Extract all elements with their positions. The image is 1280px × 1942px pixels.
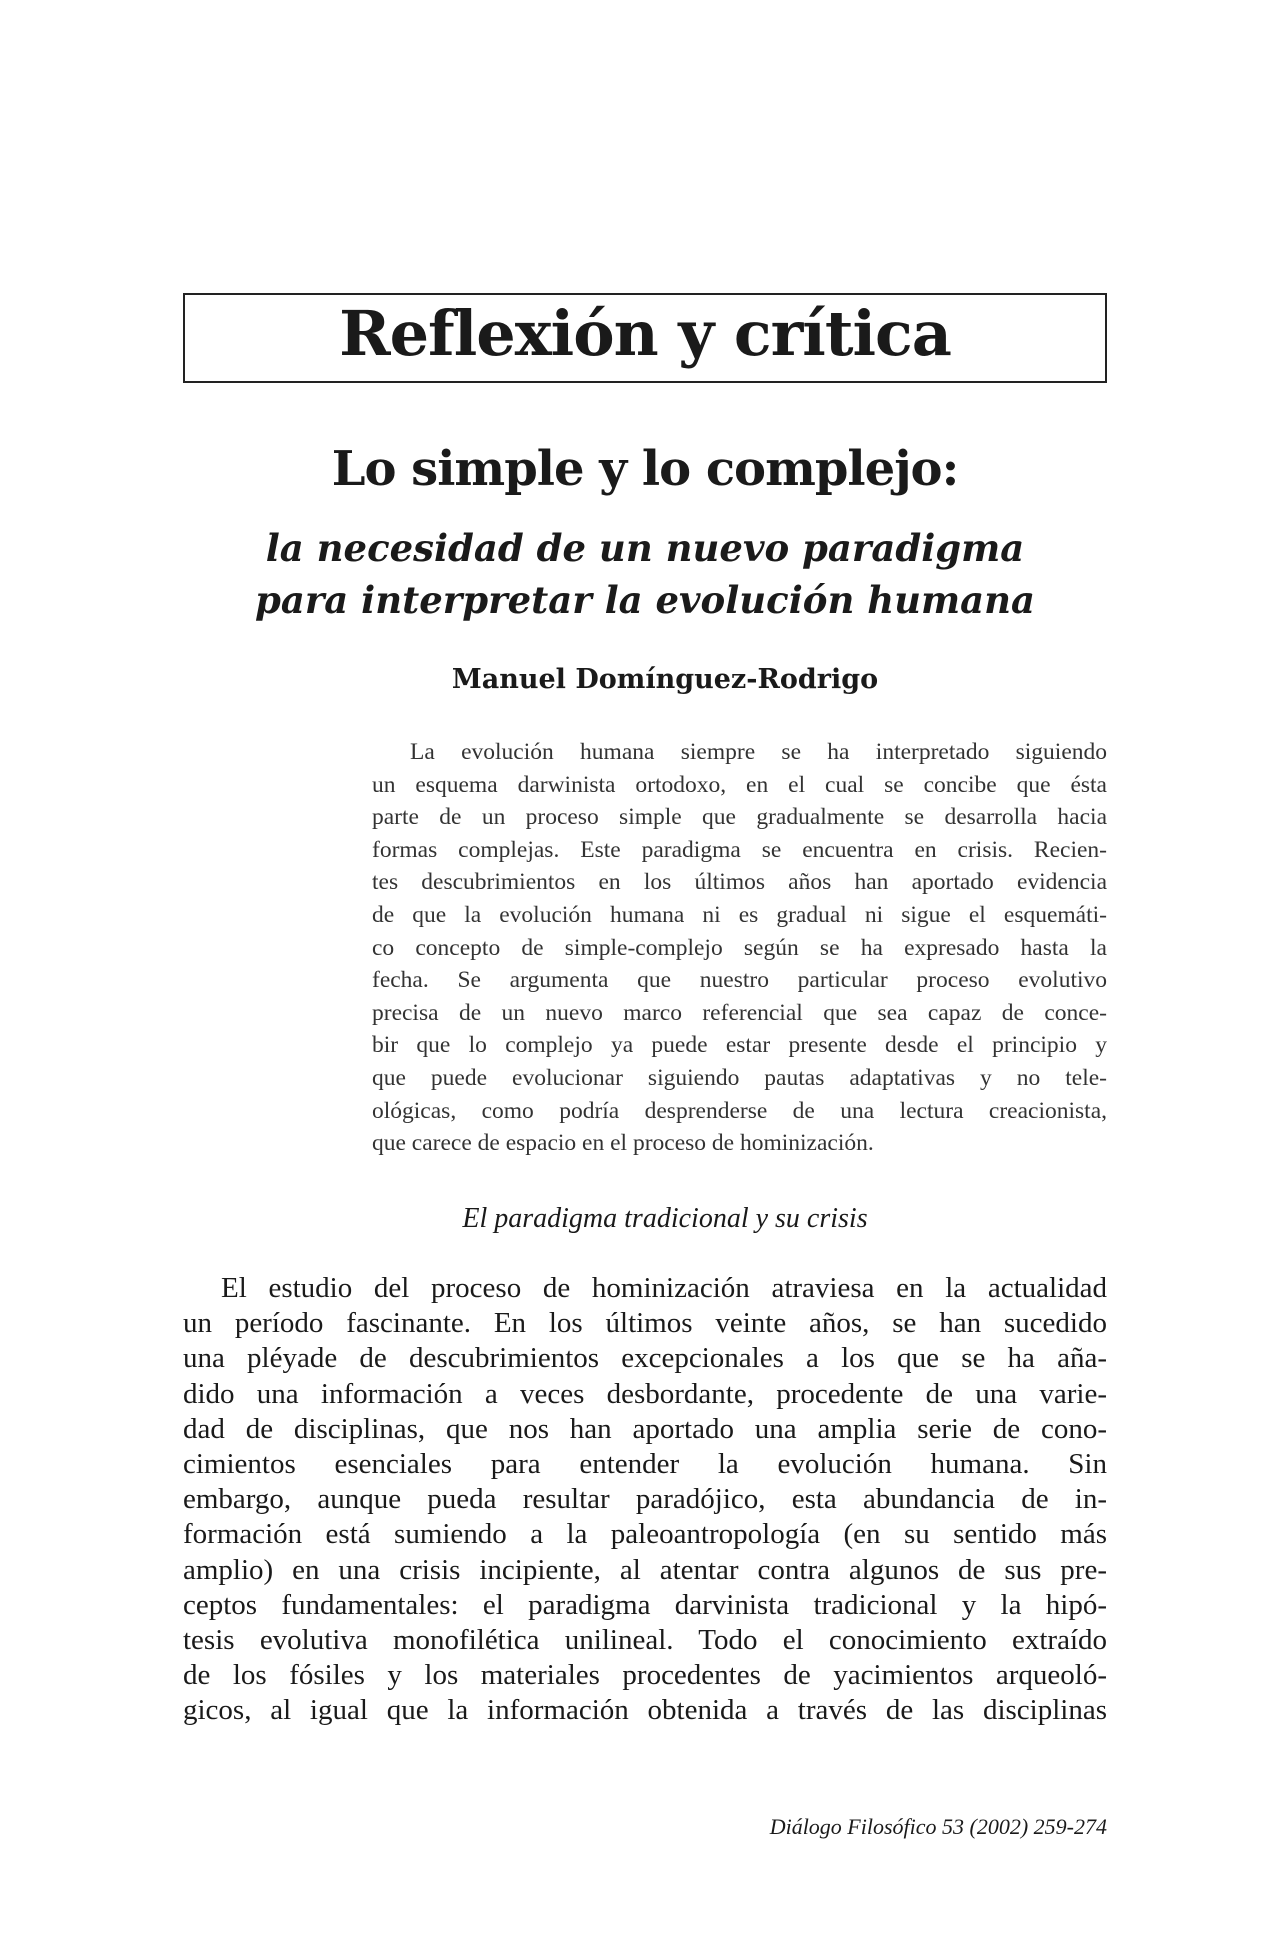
text-line: co concepto de simple-complejo según se ha expresado hasta la (372, 934, 1107, 961)
abstract (372, 736, 1107, 1160)
text-line: ceptos fundamentales: el paradigma darvinista tradicional y la hipó- (183, 1588, 1107, 1621)
text-line: dad de disciplinas, que nos han aportado una amplia serie de cono- (183, 1412, 1107, 1445)
text-line: un esquema darwinista ortodoxo, en el cual se concibe que ésta (372, 771, 1107, 798)
text-line: gicos, al igual que la información obtenida a través de las disciplinas (183, 1694, 1107, 1727)
text-line: de que la evolución humana ni es gradual ni sigue el esquemáti- (372, 901, 1107, 928)
article-title: Lo simple y lo complejo: (331, 441, 959, 497)
text-line: tes descubrimientos en los últimos años han aportado evidencia (372, 869, 1107, 896)
text-line: El estudio del proceso de hominización atraviesa en la actualidad (221, 1272, 1107, 1304)
text-line: La evolución humana siempre se ha interpretado siguiendo (410, 739, 1107, 765)
text-line: de los fósiles y los materiales procedentes de yacimientos arqueoló- (183, 1659, 1107, 1692)
subtitle-line: la necesidad de un nuevo paradigma (265, 526, 1025, 570)
text-line: parte de un proceso simple que gradualmente se desarrolla hacia (372, 804, 1107, 831)
text-line: formas complejas. Este paradigma se encuentra en crisis. Recien- (372, 836, 1107, 863)
text-line: tesis evolutiva monofilética unilineal. Todo el conocimiento extraído (183, 1624, 1107, 1657)
text-line: bir que lo complejo ya puede estar presente desde el principio y (372, 1032, 1107, 1059)
body-text (183, 1271, 1107, 1729)
section-heading: El paradigma tradicional y su crisis (462, 1203, 868, 1234)
text-line: un período fascinante. En los últimos veinte años, se han sucedido (183, 1307, 1107, 1340)
text-line: amplio) en una crisis incipiente, al atentar contra algunos de sus pre- (183, 1553, 1107, 1586)
section-title: Reflexión y crítica (339, 297, 951, 370)
text-line: que puede evolucionar siguiendo pautas adaptativas y no tele- (372, 1064, 1107, 1091)
author: Manuel Domínguez-Rodrigo (451, 664, 879, 695)
text-line: cimientos esenciales para entender la evolución humana. Sin (183, 1448, 1107, 1481)
text-line: una pléyade de descubrimientos excepcionales a los que se ha aña- (183, 1342, 1107, 1375)
journal-citation: Diálogo Filosófico 53 (2002) 259-274 (769, 1814, 1107, 1839)
subtitle-line: para interpretar la evolución humana (254, 578, 1036, 622)
text-line: que carece de espacio en el proceso de hominización. (372, 1130, 874, 1157)
article-subtitle (183, 522, 1107, 626)
text-line: formación está sumiendo a la paleoantropología (en su sentido más (183, 1518, 1107, 1551)
text-line: fecha. Se argumenta que nuestro particular proceso evolutivo (372, 967, 1107, 994)
text-line: precisa de un nuevo marco referencial que sea capaz de conce- (372, 999, 1107, 1026)
text-line: ológicas, como podría desprenderse de una lectura creacionista, (372, 1097, 1107, 1124)
text-line: embargo, aunque pueda resultar paradójico, esta abundancia de in- (183, 1483, 1107, 1516)
text-line: dido una información a veces desbordante, procedente de una varie- (183, 1377, 1107, 1410)
